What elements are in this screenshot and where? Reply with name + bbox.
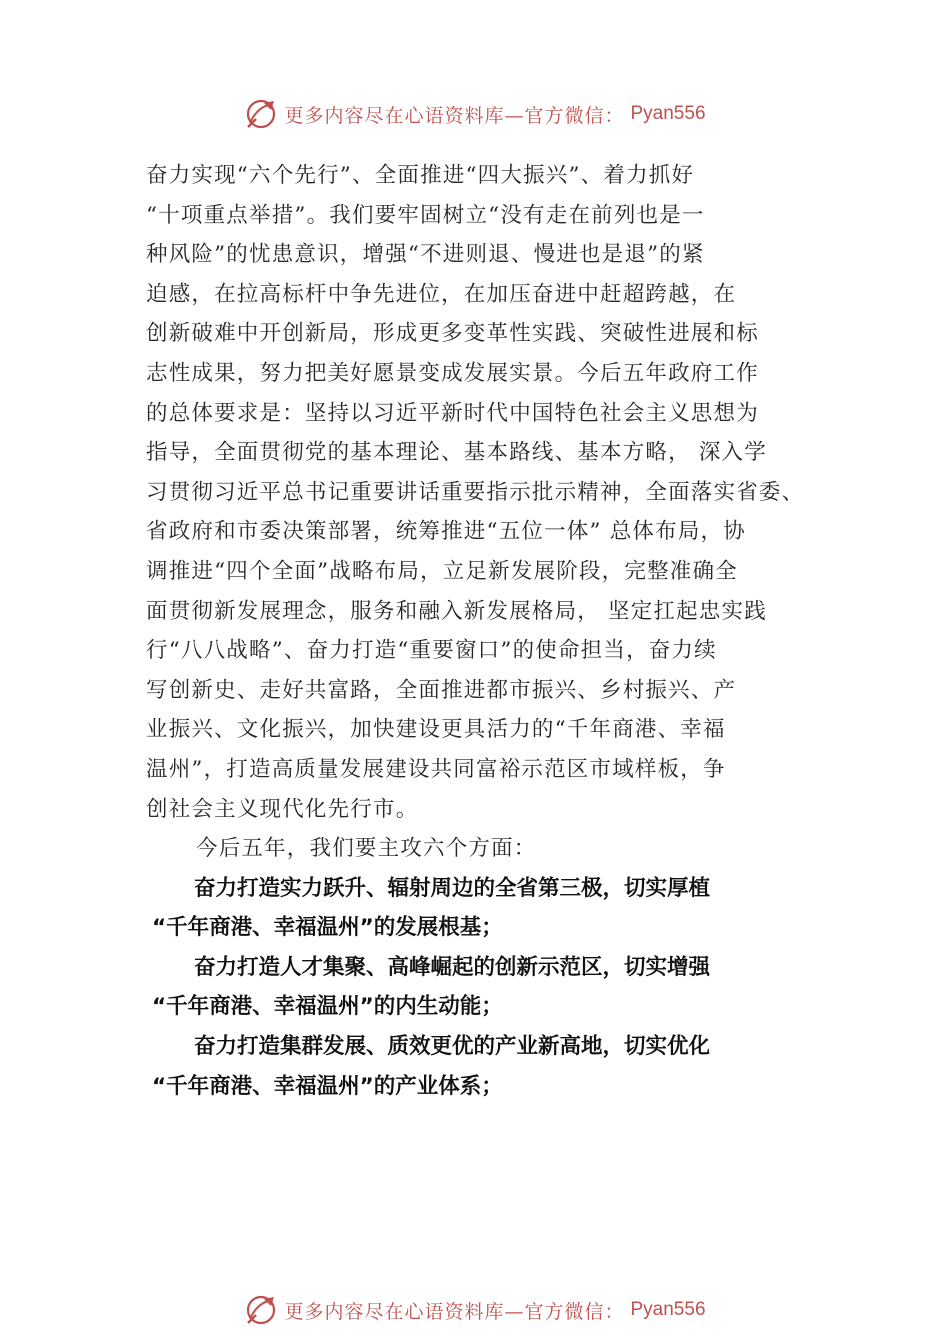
document-body <box>146 156 816 1106</box>
text-line: 种风险”的忧患意识，增强“不进则退、慢进也是退”的紧 <box>146 242 705 268</box>
watermark-text: 更多内容尽在心语资料库—官方微信： <box>284 1300 625 1323</box>
text-line: “十项重点举措”。我们要牢固树立“没有走在前列也是一 <box>146 202 705 228</box>
text-line: 志性成果，努力把美好愿景变成发展实景。今后五年政府工作 <box>146 360 759 386</box>
pen-circle-logo-icon <box>244 97 278 131</box>
focus-item-line: 奋力打造人才集聚、高峰崛起的创新示范区，切实增强 <box>194 954 711 980</box>
pen-circle-logo-icon <box>244 1293 278 1327</box>
focus-item-line: 奋力打造集群发展、质效更优的产业新高地，切实优化 <box>194 1034 711 1060</box>
text-line: 的总体要求是：坚持以习近平新时代中国特色社会主义思想为 <box>146 400 759 426</box>
text-line: 行“八八战略”、奋力打造“重要窗口”的使命担当，奋力续 <box>146 638 717 664</box>
body-paragraph <box>146 156 816 869</box>
focus-list <box>146 869 816 1107</box>
text-line: 调推进“四个全面”战略布局，立足新发展阶段，完整准确全 <box>146 558 738 584</box>
text-line: 省政府和市委决策部署，统筹推进“五位一体” 总体布局，协 <box>146 519 746 545</box>
text-line: 奋力实现“六个先行”、全面推进“四大振兴”、着力抓好 <box>146 163 695 188</box>
text-line: 指导，全面贯彻党的基本理论、基本路线、基本方略， 深入学 <box>146 440 767 466</box>
header-watermark <box>0 94 950 134</box>
text-line: 业振兴、文化振兴，加快建设更具活力的“千年商港、幸福 <box>146 717 726 743</box>
focus-item-line: “千年商港、幸福温州”的发展根基； <box>152 915 503 941</box>
watermark-contact: Pyan556 <box>630 103 706 124</box>
text-line: 创社会主义现代化先行市。 <box>146 796 419 822</box>
focus-item-line: 奋力打造实力跃升、辐射周边的全省第三极，切实厚植 <box>194 875 711 901</box>
footer-watermark <box>0 1290 950 1330</box>
text-line: 面贯彻新发展理念，服务和融入新发展格局， 坚定扛起忠实践 <box>146 598 767 624</box>
text-line: 迫感，在拉高标杆中争先进位，在加压奋进中赶超跨越，在 <box>146 281 737 307</box>
text-line: 习贯彻习近平总书记重要讲话重要指示批示精神，全面落实省委、 <box>146 479 805 505</box>
watermark-text: 更多内容尽在心语资料库—官方微信： <box>284 104 625 127</box>
focus-item-line: “千年商港、幸福温州”的产业体系； <box>152 1073 503 1099</box>
intro-line: 今后五年，我们要主攻六个方面： <box>196 836 537 862</box>
text-line: 写创新史、走好共富路，全面推进都市振兴、乡村振兴、产 <box>146 677 737 703</box>
text-line: 创新破难中开创新局，形成更多变革性实践、突破性进展和标 <box>146 321 759 347</box>
watermark-contact: Pyan556 <box>630 1299 706 1320</box>
text-line: 温州”，打造高质量发展建设共同富裕示范区市域样板，争 <box>146 756 726 782</box>
focus-item-line: “千年商港、幸福温州”的内生动能； <box>152 994 503 1020</box>
